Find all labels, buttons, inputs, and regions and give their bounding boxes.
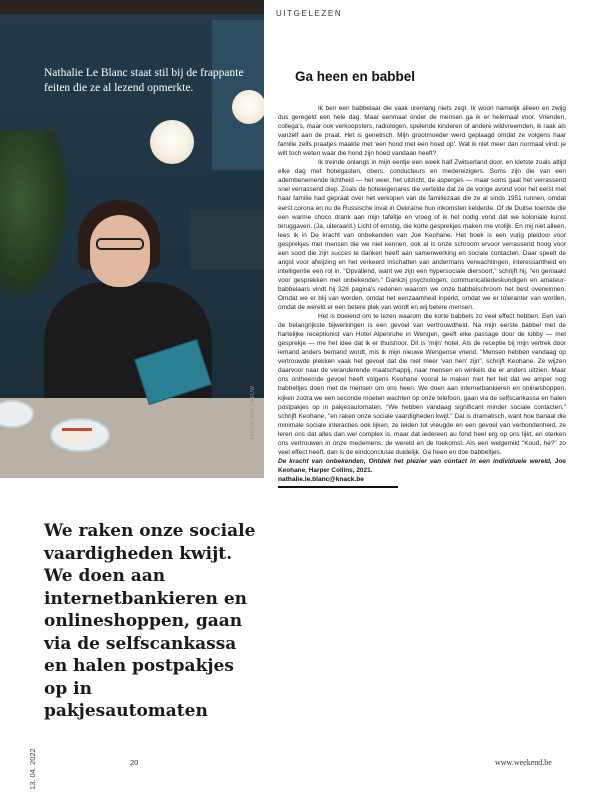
email-underline (278, 486, 398, 488)
body-paragraph: Het is boeiend om te lezen waarom die korte babbels zo veel effect hebben. Een van de belangrijkste bijwerkingen is een gevoel van vertrouwdheid. Na mijn eerste babbel met de hartelijke receptionist van Hotel Alpenruhe in Wengen, geeft elke passage door de lobby — met gesprekje — me het idee dat ik er thuishoor. Dit is 'mijn' hotel. Als de receptie bij mijn vertrek door iemand anders bemand wordt, mis ik mijn nieuwe Wengense vriend. "Mensen hebben vandaag op vertrouwde plekken vaak het gevoel dat die niet meer 'van hen' zijn", schrijft Keohane. Ze wijzen daarvoor naar de veranderende maatschappij, naar mensen en winkels die er anders uitzien. Maar ons ontheemde gevoel heeft volgens Keohane vooral te maken met het feit dat we amper nog babbeltjes doen met de mensen om ons heen. We doen aan internetbankieren en onlineshoppen, kijken zodra we een seconde moeten wachten op onze telefoon, gaan via de selfscankassa en halen postpakjes op in pakjesautomaten. "We hebben vandaag significant minder sociale contacten," schrijft Keohane, "en raken onze sociale vaardigheden kwijt." Dat is dramatisch, want hoe banaal die minimale sociale interacties ook lijken, ze leiden tot vreugde en een gevoel van verbondenheid, ze leren ons dat alles dan wel complex is, maar dat iedereen au fond heel erg op ons lijkt, en sterken ons vertrouwen in onze medemens, de wereld en de toekomst. Als een welgemikt "Koud, hè?" zo veel effect heeft, dan is de eindconclusie duidelijk. Ga heen en doe babbeltjes. (278, 313, 566, 456)
photo-credit: JAMES VAN LEEUW (250, 385, 256, 440)
pendant-lamp (150, 120, 194, 164)
article-body (278, 104, 566, 488)
body-paragraph: Ik ben een babbelaar die vaak urenlang niets zegt. Ik woon namelijk alleen en zwijg dus geregeld een hele dag. Maar eenmaal onder de mensen ga ik er helemaal voor. Vrienden, collega's, maar ook verkoopsters, radiologen, spelende kinderen of andere wildvreemden, ik raak als vanzelf aan de praat. Het is genetisch. Mijn grootmoeder werd geplaagd omdat ze volgens haar familie zelfs praatjes maakte met 'een hond met een hoed op'. Wat ik niet meer dan normaal vind: je wilt toch weten waar die hond zijn hoed vandaan heeft? (278, 105, 566, 158)
cake-slice (62, 428, 92, 443)
ceiling-beam (0, 0, 264, 14)
section-label: UITGELEZEN (276, 9, 343, 18)
background-plant (0, 130, 70, 300)
pull-quote: We raken onze sociale vaardigheden kwijt. We doen aan internetbankieren en onlineshoppen, gaan via de selfscankassa en halen postpakjes op in pakjesautomaten (44, 521, 256, 721)
photo-caption: Nathalie Le Blanc staat stil bij de frappante feiten die ze al lezend opmerkte. (44, 67, 244, 94)
website-url[interactable]: www.weekend.be (495, 758, 552, 767)
article-photo (0, 0, 264, 478)
background-shelf (190, 210, 264, 270)
author-email-block (278, 475, 566, 488)
article-headline: Ga heen en babbel (295, 69, 416, 84)
author-email[interactable]: nathalie.le.blanc@knack.be (278, 475, 364, 483)
book-source-details: Joe Keohane, Harper Collins, 2021. (278, 457, 566, 474)
book-source (278, 457, 566, 475)
glasses (96, 238, 144, 250)
person-face (90, 215, 150, 287)
cafe-table (0, 398, 264, 478)
body-paragraph: Ik treinde onlangs in mijn eentje een week half Zwitserland door, en kletste zoals altijd elke dag met hotelgasten, obers, conducteurs en medereizigers. Soms zijn die van een adembenemende lichtheid — het weer, het uitzicht, de asperges — maar soms gaat het verrassend snel verrassend diep. Zoals de hoteleigenares die vertelde dat ze de vorige avond voor het eerst met haar familie had gepraat over het verkopen van de familiezaak die ze al sinds 1951 runnen, omdat eerst corona en nu de Russische inval in Oekraïne hun inkomsten kelderde. Of de Duitse toeriste die een warme choco drank aan mijn tafeltje en vroeg of ik het nodig vond dat we koloniale kunst teruggaven. (Ja, uiteraard.) Licht of ernstig, die korte gesprekjes maken me vrolijk. En mij niet alleen, lees ik in De kracht van onbekenden van Joe Keohane. Het boek is een vurig pleidooi voor gesprekjes met mensen die we niet kennen, ook al is onze schroom ervoor verrassend hoog voor een soort die zijn succes te danken heeft aan samenwerking en sociale contacten. Daar speelt de angst voor afwijzing en het verkeerd inschatten van andermans verwachtingen, interessantheid en intelligentie een rol in. "Opvallend, want we zijn een hypersociale diersoort," schrijft hij, "en gemaakt voor gesprekken met onbekenden." Dankzij psychologen, communicatiedeskundigen en amateur-babbelaars vindt hij 328 pagina's redenen waarom we onze babbelschroom het best overwinnen. Omdat we er blij van worden, omdat het eenzaamheid inperkt, omdat we er toleranter van worden, omdat de wereld er een betere plek van wordt en wij betere mensen. (278, 159, 566, 312)
issue-date: 13. 04. 2022 (28, 748, 37, 790)
book-source-title: De kracht van onbekenden, Ontdek het plezier van contact in een individuele wereld, (278, 457, 552, 465)
page-number: 20 (130, 758, 139, 767)
